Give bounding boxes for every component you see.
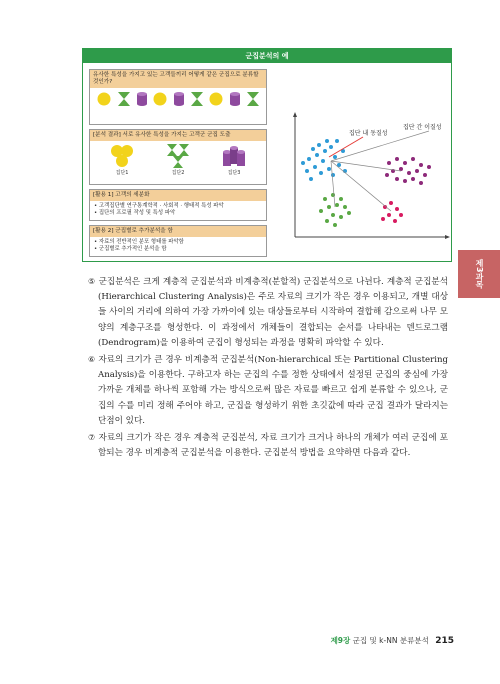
page-footer <box>331 635 454 646</box>
within-group-label: 집단 내 동질성 <box>349 130 388 137</box>
paragraph-6 <box>88 352 448 429</box>
body-text <box>88 274 448 462</box>
figure-box <box>82 48 452 262</box>
green-hourglass-shape <box>247 92 259 106</box>
group-3 <box>221 144 247 176</box>
paragraph-text: 군집분석은 크게 계층적 군집분석과 비계층적(분할적) 군집분석으로 나뉜다. 계층적 군집분석(Hierarchical Clustering Analysis)은 주로 자료의 크기가 작은 경우 이용되고, 개별 대상들 사이의 거리에 의하여 가장 가까이에 있는 대상들로부터 시작하여 결합해 감으로써 나무 모양의 계층구조를 형성한다. 이 과정에서 개체들이 결합되는 순서를 나타내는 덴드로그램(Dendrogram)을 이용하여 군집이 형성되는 과정을 명확히 파악할 수 있다. <box>98 277 449 348</box>
cluster-scatter-illustration <box>291 111 451 241</box>
footer-chapter: 제9장 <box>330 636 351 645</box>
within-group-line <box>329 137 363 157</box>
use1-item: • 집단의 프로필 작성 및 특성 파악 <box>94 210 176 216</box>
shapes-row <box>90 88 266 110</box>
yellow-circle-shape <box>153 92 167 106</box>
purple-cylinder-shape <box>230 92 240 106</box>
yellow-circle-shape <box>209 92 223 106</box>
groups-row <box>90 141 266 176</box>
green-cluster <box>319 193 351 227</box>
paragraph-text: 자료의 크기가 작은 경우 계층적 군집분석, 자료 크기가 크거나 하나의 개체가 여러 군집에 포함되는 경우 비계층적 군집분석을 이용한다. 군집분석 방법을 요약하면 다음과 같다. <box>98 433 448 459</box>
use2-panel-body <box>90 237 266 255</box>
paragraph-number: ⑤ <box>88 277 96 286</box>
cyan-cluster <box>301 139 347 181</box>
footer-title: 군집 및 k-NN 분류분석 <box>352 636 429 645</box>
use2-panel-header: [활용 2] 군집별로 추가분석을 함 <box>90 226 266 237</box>
use1-panel <box>89 189 267 221</box>
yellow-circle-cluster <box>109 144 135 168</box>
green-hourglass-shape <box>191 92 203 106</box>
use2-panel <box>89 225 267 257</box>
paragraph-number: ⑦ <box>88 433 96 443</box>
group-3-label: 집단3 <box>227 170 241 176</box>
chapter-side-tab: 제3과목 <box>458 250 500 298</box>
paragraph-number: ⑥ <box>88 355 96 365</box>
result-panel <box>89 129 267 185</box>
question-panel <box>89 69 267 125</box>
group-1-label: 집단1 <box>115 170 129 176</box>
purple-cylinder-shape <box>137 92 147 106</box>
question-panel-header: 유사한 특성을 가지고 있는 고객들끼리 어떻게 같은 군집으로 분류할 것인가? <box>90 70 266 88</box>
use2-item: • 자료의 전반적인 분포 형태를 파악함 <box>94 239 184 245</box>
between-group-label: 집단 간 이질성 <box>403 124 442 131</box>
result-panel-header: [분석 결과] 서로 유사한 특성을 가지는 고객군 군집 도출 <box>90 130 266 141</box>
purple-cylinder-cluster <box>221 144 247 168</box>
use2-item: • 군집별로 추가적인 분석을 함 <box>94 246 167 252</box>
red-cluster <box>381 201 403 223</box>
use1-item: • 고객집단별 연구통계학적 · 사회적 · 행태적 특성 파악 <box>94 203 224 209</box>
paragraph-text: 자료의 크기가 큰 경우 비계층적 군집분석(Non-hierarchical 또는 Partitional Clustering Analysis)을 이용한다. 구하고자 하는 군집의 수를 정한 상태에서 설정된 군집의 중심에 가장 가까운 개체를 하나씩 포함해 가는 방식으로써 많은 자료를 빠르고 쉽게 분류할 수 있으나, 군집의 수를 미리 정해 주어야 하고, 군집을 형성하기 위한 초깃값에 따라 군집 결과가 달라지는 단점이 있다. <box>98 355 449 426</box>
yellow-circle-shape <box>97 92 111 106</box>
paragraph-7 <box>88 430 448 461</box>
use1-panel-body <box>90 201 266 219</box>
paragraph-5 <box>88 274 448 351</box>
purple-cylinder-shape <box>174 92 184 106</box>
figure-title: 군집분석의 예 <box>83 49 451 63</box>
page-number: 215 <box>435 636 454 646</box>
use1-panel-header: [활용 1] 고객의 세분화 <box>90 190 266 201</box>
magenta-cluster <box>385 157 431 185</box>
green-hourglass-cluster <box>165 144 191 168</box>
group-2-label: 집단2 <box>171 170 185 176</box>
group-2 <box>165 144 191 176</box>
green-hourglass-shape <box>118 92 130 106</box>
group-1 <box>109 144 135 176</box>
